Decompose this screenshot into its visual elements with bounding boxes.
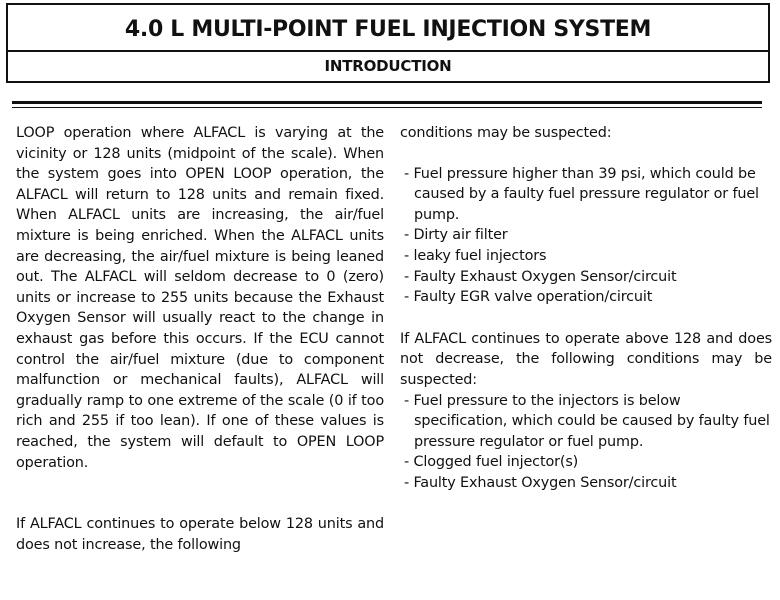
lead-in-text: conditions may be suspected: [400,125,612,141]
body-paragraph-2: If ALFACL continues to operate below 128 units and does not increase, the following [16,516,384,553]
header-box [6,3,770,83]
section-title: INTRODUCTION [324,57,452,75]
list-item: - Faulty Exhaust Oxygen Sensor/circuit [404,268,677,285]
list-item: - Faulty Exhaust Oxygen Sensor/circuit [404,474,677,491]
list-item: - leaky fuel injectors [404,247,547,264]
body-paragraph-1: LOOP operation where ALFACL is varying at the vicinity or 128 units (midpoint of the scale). When the system goes into OPEN LOOP operation, the ALFACL will return to 128 units and remain fixed. When ALFACL units are increasing, the air/fuel mixture is being enriched. When the ALFACL units are decreasing, the air/fuel mixture is being leaned out. The ALFACL will seldom decrease to 0 (zero) units or increase to 255 units because the Exhaust Oxygen Sensor will usually react to the change in exhaust gas before this occurs. If the ECU cannot control the air/fuel mixture (due to component malfunction or mechanical faults), ALFACL will gradually ramp to one extreme of the scale (0 if too rich and 255 if too lean). If one of these values is reached, the system will default to OPEN LOOP operation. [16,125,384,471]
left-column [16,123,384,555]
body-paragraph-3: If ALFACL continues to operate above 128 and does not decrease, the following conditions may be suspected: [400,330,772,388]
conditions-list-high [400,391,772,494]
list-item: - Fuel pressure to the injectors is below specification, which could be caused by faulty fuel pressure regulator or fuel pump. [404,392,770,450]
right-column [400,123,772,494]
list-item: - Clogged fuel injector(s) [404,454,579,471]
list-item: - Fuel pressure higher than 39 psi, which could be caused by a faulty fuel pressure regulator or fuel pump. [404,165,759,223]
list-item: - Faulty EGR valve operation/circuit [404,289,653,306]
page-title: 4.0 L MULTI-POINT FUEL INJECTION SYSTEM [124,17,652,42]
header-divider [8,50,768,52]
conditions-list-low [400,164,772,308]
list-item: - Dirty air filter [404,227,508,244]
top-rule-thick [12,101,762,104]
top-rule-thin [12,107,762,108]
